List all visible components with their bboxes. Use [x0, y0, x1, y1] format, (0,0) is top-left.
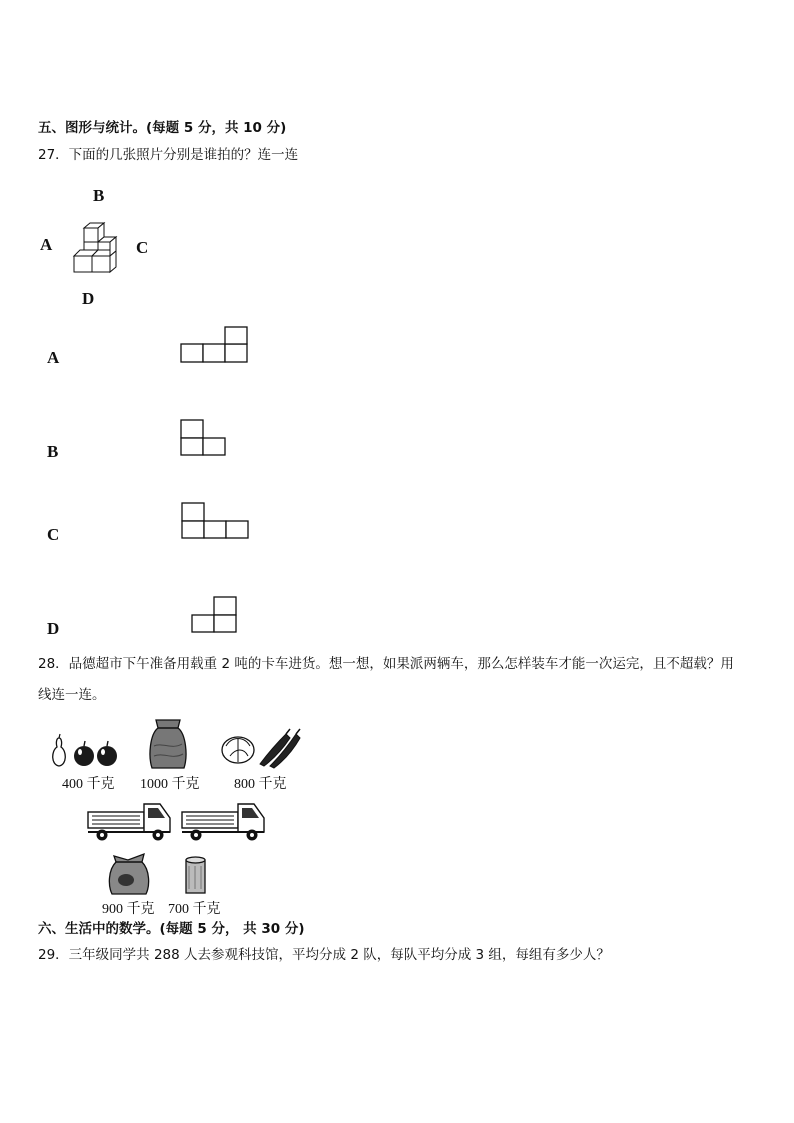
item-weight-1000: 1000 千克	[140, 777, 200, 792]
sack-icon	[146, 716, 190, 772]
option-a-label: A	[47, 348, 60, 367]
vegetables-icon	[220, 726, 302, 768]
option-b-label: B	[47, 442, 59, 461]
question-29-stem: 29．三年级同学共 288 人去参观科技馆，平均分成 2 队，每队平均分成 3 组，每组有多少人？	[38, 947, 610, 963]
option-c-view-shape	[181, 502, 251, 540]
option-b-view-shape	[180, 419, 228, 457]
viewer-label-left: A	[40, 235, 53, 254]
item-weight-800: 800 千克	[234, 777, 287, 792]
option-d-label: D	[47, 619, 60, 638]
option-c-label: C	[47, 525, 60, 544]
section-6-heading: 六、生活中的数学。(每题 5 分， 共 30 分)	[38, 921, 305, 937]
question-28-stem-line-2: 线连一连。	[38, 687, 106, 703]
section-5-heading: 五、图形与统计。(每题 5 分，共 10 分)	[38, 120, 287, 136]
barrel-icon	[184, 856, 208, 896]
item-weight-900: 900 千克	[102, 902, 155, 917]
question-28-stem-line-1: 28．品德超市下午准备用载重 2 吨的卡车进货。想一想，如果派两辆车，那么怎样装车才能一次运完，且不超载？用	[38, 656, 734, 672]
option-d-view-shape	[191, 596, 239, 634]
viewer-label-top: B	[93, 186, 105, 205]
viewer-label-bottom: D	[82, 289, 95, 308]
pear-apples-icon	[47, 732, 119, 772]
truck-1-icon	[86, 798, 176, 842]
option-a-view-shape	[180, 326, 250, 364]
question-27-stem: 27．下面的几张照片分别是谁拍的？连一连	[38, 147, 299, 163]
cube-stack-illustration	[70, 220, 120, 275]
viewer-label-right: C	[136, 238, 149, 257]
item-weight-400: 400 千克	[62, 777, 115, 792]
item-weight-700: 700 千克	[168, 902, 221, 917]
truck-2-icon	[180, 798, 270, 842]
bag-icon	[106, 852, 152, 896]
